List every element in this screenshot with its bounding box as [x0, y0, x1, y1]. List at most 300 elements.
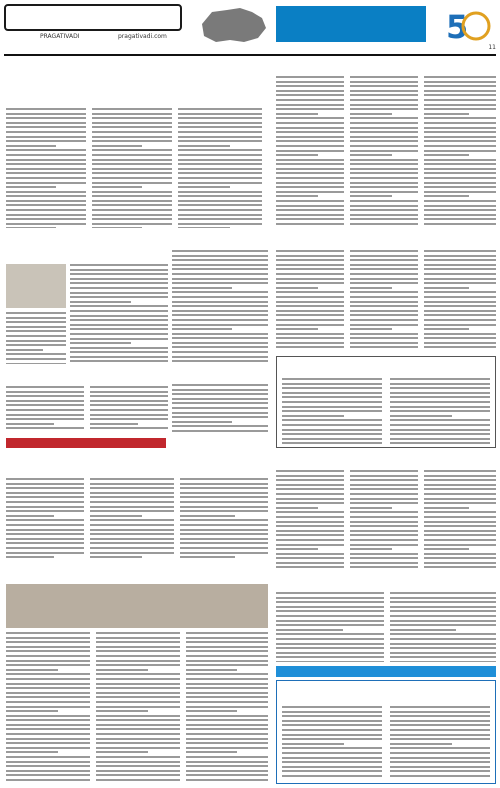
- text-line: [180, 552, 268, 554]
- text-line: [276, 647, 384, 649]
- text-line: [276, 606, 384, 608]
- text-line: [276, 154, 318, 156]
- text-line: [6, 728, 90, 730]
- text-line: [390, 592, 496, 594]
- text-line: [390, 383, 490, 385]
- text-line: [6, 358, 66, 360]
- text-line: [350, 521, 418, 523]
- text-line: [276, 278, 344, 280]
- text-line: [92, 136, 172, 138]
- text-line: [282, 419, 382, 421]
- text-line: [70, 328, 168, 330]
- text-line: [424, 498, 496, 500]
- text-line: [6, 770, 90, 772]
- text-line: [276, 117, 344, 119]
- text-line: [6, 538, 84, 540]
- text-line: [172, 250, 268, 252]
- text-line: [424, 250, 496, 252]
- text-line: [90, 400, 168, 402]
- text-line: [282, 743, 344, 745]
- text-line: [92, 172, 172, 174]
- text-line: [172, 291, 268, 293]
- text-line: [6, 524, 84, 526]
- text-line: [424, 117, 496, 119]
- text-line: [276, 544, 344, 546]
- text-line: [276, 346, 344, 348]
- text-line: [92, 186, 142, 188]
- text-line: [390, 724, 490, 726]
- text-line: [350, 163, 418, 165]
- text-line: [282, 424, 382, 426]
- text-line: [178, 136, 262, 138]
- text-line: [276, 479, 344, 481]
- text-line: [390, 780, 490, 781]
- text-line: [390, 766, 490, 768]
- text-line: [186, 632, 268, 634]
- text-line: [276, 159, 344, 161]
- text-line: [92, 204, 172, 206]
- text-line: [186, 696, 268, 698]
- article-1-col-3: [178, 108, 262, 228]
- text-line: [424, 553, 496, 555]
- text-line: [424, 76, 496, 78]
- text-line: [424, 324, 496, 326]
- text-line: [178, 214, 262, 216]
- text-line: [172, 278, 268, 280]
- article-5-col-1: [6, 478, 84, 558]
- text-line: [424, 557, 496, 559]
- text-line: [96, 715, 180, 717]
- text-line: [6, 340, 66, 342]
- text-line: [276, 553, 344, 555]
- text-line: [276, 168, 344, 170]
- text-line: [424, 182, 496, 184]
- text-line: [350, 530, 418, 532]
- text-line: [6, 182, 86, 184]
- text-line: [6, 223, 86, 225]
- text-line: [276, 90, 344, 92]
- text-line: [350, 493, 418, 495]
- text-line: [172, 398, 268, 400]
- article-9-col-1: [276, 250, 344, 350]
- text-line: [180, 519, 268, 521]
- text-line: [350, 172, 418, 174]
- text-line: [172, 342, 268, 344]
- text-line: [424, 296, 496, 298]
- text-line: [6, 678, 90, 680]
- text-line: [350, 319, 418, 321]
- text-line: [276, 145, 344, 147]
- text-line: [6, 756, 90, 758]
- text-line: [390, 396, 490, 398]
- text-line: [276, 186, 344, 188]
- text-line: [350, 131, 418, 133]
- article-2-col-2: [350, 76, 418, 228]
- text-line: [96, 706, 180, 708]
- text-line: [186, 673, 268, 675]
- text-line: [282, 383, 382, 385]
- text-line: [282, 738, 382, 740]
- text-line: [424, 544, 496, 546]
- text-line: [6, 113, 86, 115]
- text-line: [6, 483, 84, 485]
- text-line: [172, 314, 268, 316]
- text-line: [350, 154, 392, 156]
- text-line: [276, 620, 384, 622]
- text-line: [424, 168, 496, 170]
- text-line: [178, 126, 262, 128]
- text-line: [276, 643, 384, 645]
- text-line: [276, 521, 344, 523]
- text-line: [96, 742, 180, 744]
- text-line: [172, 393, 268, 395]
- text-line: [276, 250, 344, 252]
- text-line: [424, 484, 496, 486]
- text-line: [96, 683, 180, 685]
- text-line: [350, 209, 418, 211]
- text-line: [350, 557, 418, 559]
- text-line: [92, 209, 172, 211]
- text-line: [186, 664, 268, 666]
- text-line: [424, 301, 496, 303]
- text-line: [96, 747, 180, 749]
- text-line: [390, 433, 490, 435]
- text-line: [186, 733, 268, 735]
- text-line: [424, 195, 469, 197]
- text-line: [96, 678, 180, 680]
- text-line: [70, 315, 168, 317]
- text-line: [172, 319, 268, 321]
- text-line: [350, 117, 418, 119]
- text-line: [186, 692, 268, 694]
- text-line: [90, 556, 142, 558]
- text-line: [282, 415, 344, 417]
- text-line: [390, 747, 490, 749]
- article-9-col-3: [424, 250, 496, 350]
- text-line: [390, 620, 496, 622]
- text-line: [350, 516, 418, 518]
- text-line: [186, 742, 268, 744]
- text-line: [70, 360, 168, 362]
- text-line: [186, 710, 237, 712]
- text-line: [96, 660, 180, 662]
- text-line: [390, 624, 496, 626]
- text-line: [186, 678, 268, 680]
- text-line: [186, 751, 237, 753]
- text-line: [276, 218, 344, 220]
- text-line: [178, 204, 262, 206]
- text-line: [96, 687, 180, 689]
- text-line: [282, 747, 382, 749]
- text-line: [350, 525, 418, 527]
- text-line: [390, 601, 496, 603]
- text-line: [424, 548, 469, 550]
- text-line: [92, 163, 172, 165]
- text-line: [186, 683, 268, 685]
- article-3-col-1: [70, 264, 168, 364]
- text-line: [350, 544, 418, 546]
- text-line: [6, 710, 58, 712]
- text-line: [180, 478, 268, 480]
- text-line: [6, 664, 90, 666]
- text-line: [90, 547, 174, 549]
- text-line: [186, 770, 268, 772]
- text-line: [6, 519, 84, 521]
- text-line: [96, 637, 180, 639]
- text-line: [6, 692, 90, 694]
- text-line: [178, 172, 262, 174]
- text-line: [350, 195, 392, 197]
- masthead-sub-left: PRAGATIVADI: [40, 33, 80, 40]
- article-1-col-1: [6, 108, 86, 228]
- text-line: [172, 264, 268, 266]
- text-line: [92, 223, 172, 225]
- text-line: [178, 122, 262, 124]
- text-line: [424, 534, 496, 536]
- text-line: [92, 131, 172, 133]
- article-8-col-1: [172, 384, 268, 432]
- text-line: [276, 305, 344, 307]
- text-line: [424, 81, 496, 83]
- text-line: [424, 278, 496, 280]
- text-line: [172, 351, 268, 353]
- text-line: [172, 259, 268, 261]
- text-line: [6, 496, 84, 498]
- text-line: [178, 113, 262, 115]
- text-line: [350, 282, 418, 284]
- text-line: [390, 738, 490, 740]
- text-line: [390, 752, 490, 754]
- text-line: [90, 538, 174, 540]
- text-line: [96, 770, 180, 772]
- text-line: [96, 765, 180, 767]
- text-line: [172, 268, 268, 270]
- text-line: [172, 296, 268, 298]
- article-4-col-2: [90, 386, 168, 432]
- text-line: [276, 191, 344, 193]
- text-line: [424, 502, 496, 504]
- text-line: [180, 487, 268, 489]
- text-line: [350, 296, 418, 298]
- text-line: [90, 519, 174, 521]
- text-line: [350, 140, 418, 142]
- text-line: [424, 470, 496, 472]
- text-line: [350, 548, 392, 550]
- text-line: [6, 126, 86, 128]
- text-line: [350, 287, 392, 289]
- text-line: [6, 154, 86, 156]
- text-line: [276, 502, 344, 504]
- article-13-col-1: [276, 592, 384, 662]
- article-13-col-2: [390, 592, 496, 662]
- article-5-kicker-banner: [6, 438, 166, 448]
- text-line: [96, 669, 148, 671]
- text-line: [276, 534, 344, 536]
- text-line: [276, 296, 344, 298]
- text-line: [424, 191, 496, 193]
- text-line: [424, 163, 496, 165]
- text-line: [282, 410, 382, 412]
- text-line: [96, 751, 148, 753]
- text-line: [276, 638, 384, 640]
- text-line: [186, 646, 268, 648]
- text-line: [172, 384, 268, 386]
- text-line: [350, 186, 418, 188]
- text-line: [178, 209, 262, 211]
- text-line: [186, 655, 268, 657]
- text-line: [390, 734, 490, 736]
- text-line: [424, 268, 496, 270]
- text-line: [92, 149, 172, 151]
- text-line: [6, 204, 86, 206]
- text-line: [178, 145, 230, 147]
- text-line: [6, 742, 90, 744]
- text-line: [390, 410, 490, 412]
- text-line: [282, 780, 382, 781]
- text-line: [6, 131, 86, 133]
- text-line: [276, 291, 344, 293]
- text-line: [390, 661, 496, 662]
- text-line: [276, 337, 344, 339]
- text-line: [282, 711, 382, 713]
- text-line: [276, 592, 384, 594]
- text-line: [424, 223, 496, 225]
- text-line: [96, 719, 180, 721]
- text-line: [424, 566, 496, 568]
- text-line: [424, 314, 496, 316]
- text-line: [172, 282, 268, 284]
- text-line: [6, 168, 86, 170]
- text-line: [276, 214, 344, 216]
- text-line: [96, 646, 180, 648]
- text-line: [96, 710, 148, 712]
- text-line: [92, 168, 172, 170]
- article-6-col-2: [96, 632, 180, 782]
- text-line: [172, 337, 268, 339]
- text-line: [96, 779, 180, 781]
- text-line: [350, 81, 418, 83]
- text-line: [96, 673, 180, 675]
- text-line: [390, 442, 490, 444]
- text-line: [276, 498, 344, 500]
- text-line: [186, 747, 268, 749]
- text-line: [276, 310, 344, 312]
- text-line: [92, 122, 172, 124]
- text-line: [70, 319, 168, 321]
- text-line: [70, 305, 168, 307]
- text-line: [180, 501, 268, 503]
- text-line: [172, 360, 268, 362]
- text-line: [390, 378, 490, 380]
- text-line: [390, 392, 490, 394]
- text-line: [90, 510, 174, 512]
- text-line: [180, 510, 268, 512]
- text-line: [6, 330, 66, 332]
- text-line: [6, 669, 58, 671]
- text-line: [424, 488, 496, 490]
- text-line: [92, 195, 172, 197]
- text-line: [276, 601, 384, 603]
- text-line: [6, 218, 86, 220]
- text-line: [6, 506, 84, 508]
- text-line: [276, 530, 344, 532]
- text-line: [6, 738, 90, 740]
- text-line: [70, 333, 168, 335]
- text-line: [276, 470, 344, 472]
- text-line: [178, 163, 262, 165]
- text-line: [96, 774, 180, 776]
- text-line: [6, 136, 86, 138]
- text-line: [186, 660, 268, 662]
- text-line: [390, 643, 496, 645]
- text-line: [276, 484, 344, 486]
- text-line: [186, 728, 268, 730]
- text-line: [276, 342, 344, 344]
- text-line: [276, 76, 344, 78]
- text-line: [282, 706, 382, 708]
- text-line: [424, 287, 469, 289]
- text-line: [424, 328, 469, 330]
- text-line: [424, 145, 496, 147]
- text-line: [186, 779, 268, 781]
- text-line: [282, 734, 382, 736]
- text-line: [6, 177, 86, 179]
- text-line: [424, 539, 496, 541]
- text-line: [186, 706, 268, 708]
- text-line: [282, 752, 382, 754]
- text-line: [6, 195, 86, 197]
- text-line: [282, 729, 382, 731]
- text-line: [96, 733, 180, 735]
- text-line: [172, 324, 268, 326]
- text-line: [424, 291, 496, 293]
- text-line: [350, 85, 418, 87]
- text-line: [424, 511, 496, 513]
- text-line: [6, 779, 90, 781]
- text-line: [424, 337, 496, 339]
- text-line: [350, 305, 418, 307]
- text-line: [282, 715, 382, 717]
- text-line: [350, 255, 418, 257]
- text-line: [350, 539, 418, 541]
- text-line: [172, 346, 268, 348]
- text-line: [90, 395, 168, 397]
- text-line: [90, 487, 174, 489]
- text-line: [6, 335, 66, 337]
- text-line: [424, 273, 496, 275]
- text-line: [276, 314, 344, 316]
- text-line: [70, 310, 168, 312]
- text-line: [186, 715, 268, 717]
- text-line: [276, 177, 344, 179]
- text-line: [70, 301, 131, 303]
- text-line: [276, 195, 318, 197]
- text-line: [178, 186, 230, 188]
- text-line: [276, 122, 344, 124]
- text-line: [6, 492, 84, 494]
- text-line: [424, 159, 496, 161]
- text-line: [390, 652, 496, 654]
- text-line: [276, 475, 344, 477]
- text-line: [424, 255, 496, 257]
- text-line: [172, 389, 268, 391]
- text-line: [276, 652, 384, 654]
- text-line: [6, 191, 86, 193]
- text-line: [92, 154, 172, 156]
- text-line: [178, 131, 262, 133]
- text-line: [92, 177, 172, 179]
- text-line: [390, 438, 490, 440]
